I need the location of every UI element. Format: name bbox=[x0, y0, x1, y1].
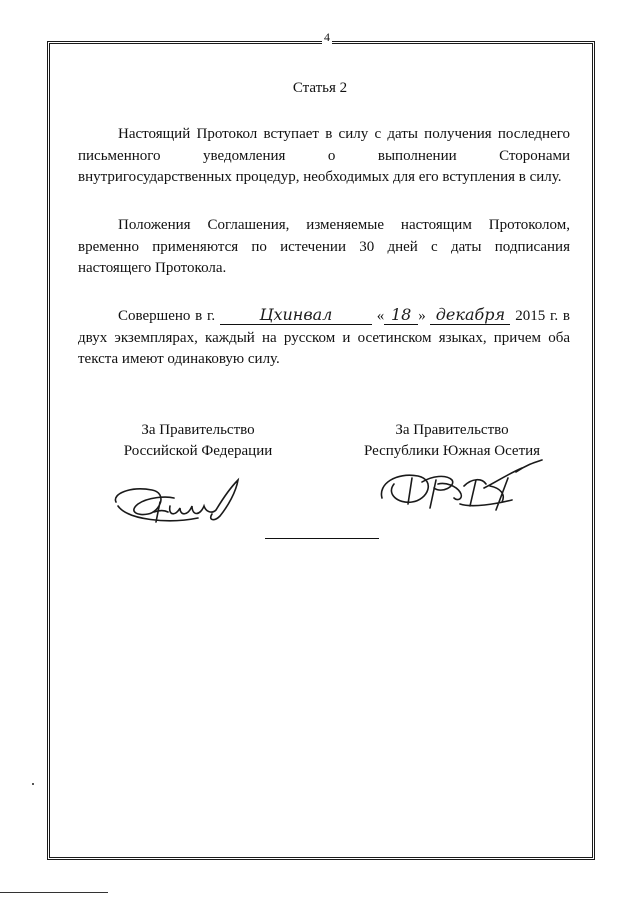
city-blank bbox=[220, 307, 372, 325]
bottom-rule bbox=[0, 892, 108, 893]
month-blank bbox=[430, 307, 510, 325]
paragraph-1-text: Настоящий Протокол вступает в силу с даты получения последнего письменного уведомления о выполнении Сторонами внутригосударственных процедур, необходимых для его вступления в силу. bbox=[78, 126, 570, 185]
day-blank bbox=[384, 307, 418, 325]
open-quote: « bbox=[376, 308, 385, 324]
signatory-south-ossetia-line2: Республики Южная Осетия bbox=[363, 443, 541, 459]
signature-russia bbox=[108, 472, 248, 532]
close-quote: » bbox=[418, 308, 426, 324]
month-handwritten: декабря bbox=[435, 305, 506, 324]
signatory-russia-line1: За Правительство bbox=[141, 422, 255, 438]
done-at-rest: в двух экземплярах, каждый на русском и осетинском языках, причем оба текста имеют одинаковую силу. bbox=[78, 308, 570, 367]
day-handwritten: 18 bbox=[391, 305, 412, 324]
year-text: 2015 г. bbox=[515, 308, 559, 324]
signatory-russia bbox=[88, 420, 308, 462]
margin-mark bbox=[32, 783, 34, 785]
paragraph-entry-into-force bbox=[78, 124, 570, 189]
signatory-south-ossetia-line1: За Правительство bbox=[395, 422, 509, 438]
city-handwritten: Цхинвал bbox=[259, 305, 333, 324]
closing-divider bbox=[265, 538, 379, 539]
paragraph-2-text: Положения Соглашения, изменяемые настоящим Протоколом, временно применяются по истечении 30 дней с даты подписания настоящего Протокола. bbox=[78, 217, 570, 276]
signatory-south-ossetia bbox=[342, 420, 562, 462]
done-at-prefix: Совершено в г. bbox=[118, 308, 216, 324]
signatory-russia-line2: Российской Федерации bbox=[123, 443, 273, 459]
signature-south-ossetia bbox=[372, 458, 552, 518]
paragraph-provisional-application bbox=[78, 215, 570, 280]
article-title: Статья 2 bbox=[292, 80, 348, 96]
page-number: 4 bbox=[324, 30, 330, 44]
done-at-paragraph bbox=[78, 306, 570, 371]
